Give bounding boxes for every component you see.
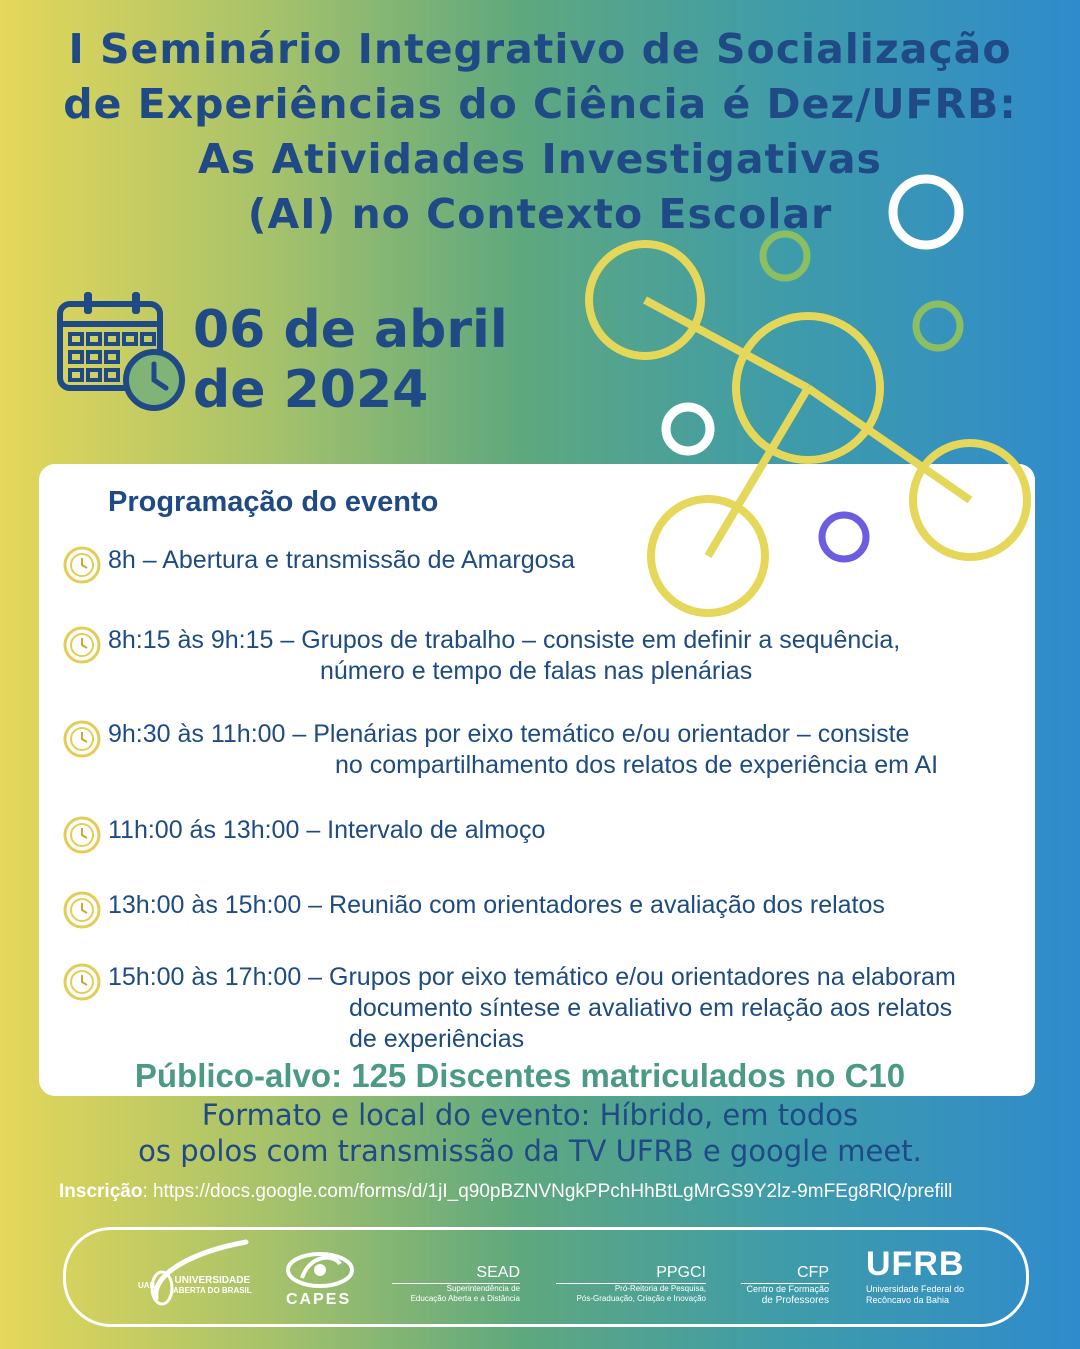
sead-line2: Educação Aberta e a Distância: [410, 1294, 520, 1303]
title-line: I Seminário Integrativo de Socialização: [68, 25, 1012, 73]
ppgci-line2: Pós-Graduação, Criação e Inovação: [576, 1294, 706, 1303]
cfp-line1: Centro de Formação: [746, 1284, 829, 1294]
sead-name: SEAD: [392, 1264, 520, 1284]
uab-logo: [173, 1276, 252, 1296]
title-line: (AI) no Contexto Escolar: [247, 190, 833, 238]
cfp-name: CFP: [741, 1264, 829, 1284]
ppgci-logo: [556, 1264, 706, 1304]
schedule-text: 11h:00 ás 13h:00 – Intervalo de almoço: [108, 816, 546, 844]
sead-logo: [392, 1264, 520, 1304]
event-format: [0, 1097, 1060, 1169]
schedule-continuation: de experiências: [349, 1025, 525, 1053]
uab-line2: ABERTA DO BRASIL: [173, 1286, 252, 1295]
uab-swoosh-icon: [132, 1238, 250, 1308]
schedule-continuation: no compartilhamento dos relatos de experiência em AI: [335, 751, 939, 779]
clock-icon: [62, 890, 102, 930]
schedule-text: 13h:00 às 15h:00 – Reunião com orientadores e avaliação dos relatos: [108, 891, 885, 919]
format-line2: os polos com transmissão da TV UFRB e google meet.: [138, 1134, 922, 1168]
clock-icon: [62, 625, 102, 665]
registration-label: Inscrição: [59, 1181, 143, 1202]
registration-link[interactable]: : https://docs.google.com/forms/d/1jI_q90pBZNVNgkPPchHhBtLgMrGS9Y2lz-9mFEg8RlQ/prefill: [142, 1181, 953, 1202]
program-title: Programação do evento: [108, 486, 439, 518]
uab-mark: UAB: [138, 1281, 156, 1290]
cfp-line2: de Professores: [761, 1295, 829, 1306]
capes-icon: [284, 1250, 356, 1292]
ufrb-logo: [866, 1244, 976, 1306]
date-line1: 06 de abril: [193, 300, 508, 360]
uab-line1: UNIVERSIDADE: [174, 1275, 251, 1286]
clock-icon: [62, 545, 102, 585]
schedule-text: 8h – Abertura e transmissão de Amargosa: [108, 546, 575, 574]
clock-icon: [62, 719, 102, 759]
ppgci-line1: Pró-Reitoria de Pesquisa,: [614, 1284, 706, 1293]
ppgci-name: PPGCI: [556, 1264, 706, 1284]
clock-icon: [62, 815, 102, 855]
clock-icon: [62, 962, 102, 1002]
schedule-text: 8h:15 às 9h:15 – Grupos de trabalho – consiste em definir a sequência,: [108, 626, 901, 654]
date-line2: de 2024: [193, 360, 429, 420]
ufrb-name: UFRB: [866, 1245, 965, 1283]
sead-line1: Superintendência de: [446, 1284, 520, 1293]
schedule-continuation: documento síntese e avaliativo em relação aos relatos: [349, 994, 953, 1022]
schedule-text: 9h:30 às 11h:00 – Plenárias por eixo temático e/ou orientador – consiste: [108, 720, 910, 748]
target-audience: Público-alvo: 125 Discentes matriculados no C10: [134, 1057, 906, 1094]
cfp-logo: [741, 1264, 829, 1306]
schedule-text: 15h:00 às 17h:00 – Grupos por eixo temático e/ou orientadores na elaboram: [108, 963, 956, 991]
ufrb-line2: Recôncavo da Bahia: [866, 1295, 950, 1305]
title-line: de Experiências do Ciência é Dez/UFRB:: [63, 80, 1017, 128]
format-line1: Formato e local do evento: Híbrido, em todos: [201, 1098, 859, 1132]
capes-logo: CAPES: [286, 1291, 352, 1308]
schedule-continuation: número e tempo de falas nas plenárias: [320, 657, 753, 685]
ufrb-line1: Universidade Federal do: [866, 1284, 965, 1294]
title-line: As Atividades Investigativas: [198, 135, 882, 183]
registration: [59, 1181, 952, 1203]
